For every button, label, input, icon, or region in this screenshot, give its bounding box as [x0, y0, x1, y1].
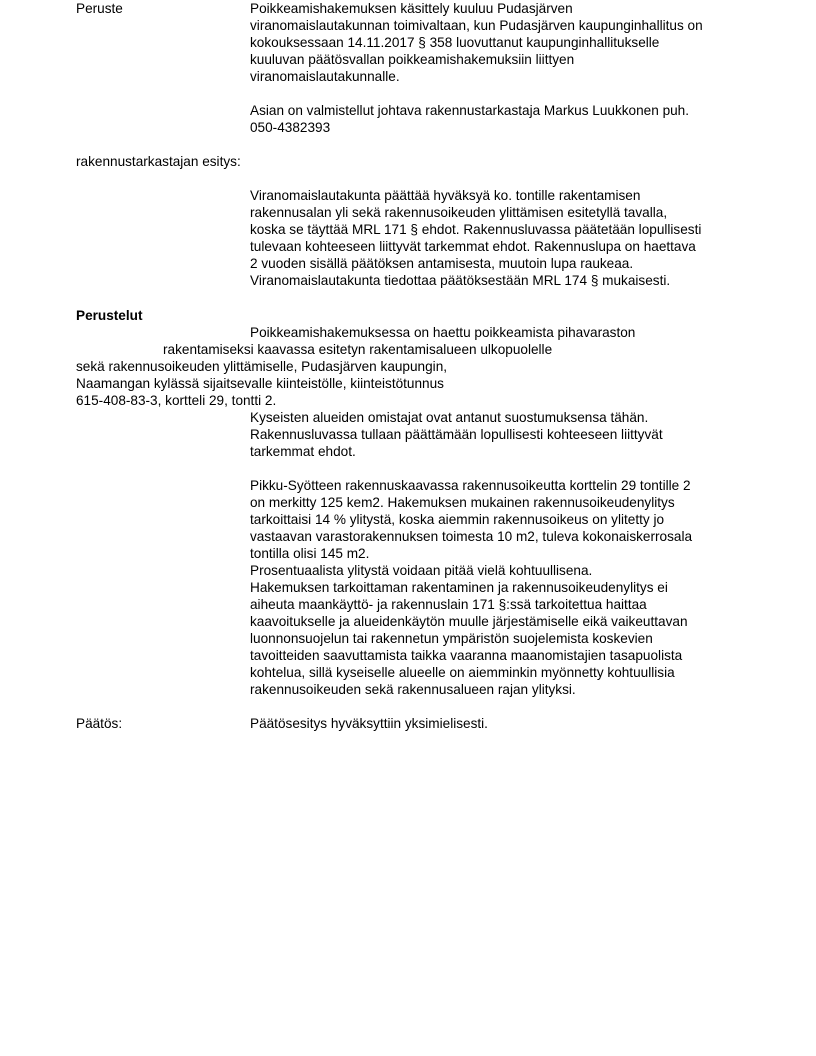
paatos-text: Päätösesitys hyväksyttiin yksimielisesti. — [250, 716, 488, 731]
esitys-text-line: tulevaan kohteeseen liittyvät tarkemmat ehdot. Rakennuslupa on haettava — [250, 239, 696, 254]
perustelut-intro-line: Naamangan kylässä sijaitsevalle kiinteistölle, kiinteistötunnus — [76, 376, 444, 391]
perustelut-text-line: Hakemuksen tarkoittaman rakentaminen ja rakennusoikeudenylitys ei — [250, 580, 668, 595]
perustelut-text-line: Prosentuaalista ylitystä voidaan pitää vielä kohtuullisena. — [250, 563, 593, 578]
perustelut-text-line: Pikku-Syötteen rakennuskaavassa rakennusoikeutta korttelin 29 tontille 2 — [250, 478, 691, 493]
peruste-text-line: viranomaislautakunnalle. — [250, 69, 400, 84]
perustelut-intro-line: 615-408-83-3, kortteli 29, tontti 2. — [76, 393, 277, 408]
peruste-text-line: viranomaislautakunnan toimivaltaan, kun Pudasjärven kaupunginhallitus on — [250, 18, 703, 33]
perustelut-intro-line: rakentamiseksi kaavassa esitetyn rakentamisalueen ulkopuolelle — [163, 342, 553, 357]
peruste-text-line: kuuluvan päätösvallan poikkeamishakemuksiin liittyen — [250, 52, 575, 67]
perustelut-text-line: rakennusoikeuden sekä rakennusalueen rajan ylityksi. — [250, 682, 576, 697]
perustelut-intro-line: Poikkeamishakemuksessa on haettu poikkeamista pihavaraston — [250, 325, 636, 340]
perustelut-text-line: Rakennusluvassa tullaan päättämään lopullisesti kohteeseen liittyvät — [250, 427, 663, 442]
perustelut-text-line: Kyseisten alueiden omistajat ovat antanut suostumuksensa tähän. — [250, 410, 649, 425]
peruste-label: Peruste — [76, 1, 123, 16]
esitys-text-line: 2 vuoden sisällä päätöksen antamisesta, muutoin lupa raukeaa. — [250, 256, 634, 271]
perustelut-text-line: vastaavan varastorakennuksen toimesta 10 m2, tuleva kokonaiskerrosala — [250, 529, 693, 544]
esitys-text-line: Viranomaislautakunta päättää hyväksyä ko. tontille rakentamisen — [250, 188, 641, 203]
perustelut-heading: Perustelut — [76, 308, 143, 323]
esitys-text-line: koska se täyttää MRL 171 § ehdot. Rakennusluvassa päätetään lopullisesti — [250, 222, 702, 237]
preparer-phone: 050-4382393 — [250, 120, 331, 135]
perustelut-intro-line: sekä rakennusoikeuden ylittämiselle, Pudasjärven kaupungin, — [76, 359, 448, 374]
perustelut-text-line: tarkemmat ehdot. — [250, 444, 356, 459]
perustelut-text-line: luonnonsuojelun tai rakennetun ympäristön suojelemista koskevien — [250, 631, 653, 646]
perustelut-text-line: tavoitteiden saavuttamista taikka vaaranna maanomistajien tasapuolista — [250, 648, 683, 663]
esitys-label: rakennustarkastajan esitys: — [76, 154, 241, 169]
paatos-label: Päätös: — [76, 716, 123, 731]
peruste-text-line: kokouksessaan 14.11.2017 § 358 luovuttanut kaupunginhallitukselle — [250, 35, 660, 50]
esitys-text-line: Viranomaislautakunta tiedottaa päätöksestään MRL 174 § mukaisesti. — [250, 273, 671, 288]
perustelut-text-line: tontilla olisi 145 m2. — [250, 546, 370, 561]
preparer-line: Asian on valmistellut johtava rakennustarkastaja Markus Luukkonen puh. — [250, 103, 690, 118]
perustelut-text-line: on merkitty 125 kem2. Hakemuksen mukainen rakennusoikeudenylitys — [250, 495, 675, 510]
esitys-text-line: rakennusalan yli sekä rakennusoikeuden ylittämisen esitetyllä tavalla, — [250, 205, 668, 220]
perustelut-text-line: tarkoittaisi 14 % ylitystä, koska aiemmin rakennusoikeus on ylitetty jo — [250, 512, 665, 527]
perustelut-text-line: kaavoitukselle ja alueidenkäytön muulle järjestämiselle eikä vaikeuttavan — [250, 614, 688, 629]
perustelut-text-line: kohtelua, sillä kyseiselle alueelle on aiemminkin myönnetty kohtuullisia — [250, 665, 675, 680]
perustelut-text-line: aiheuta maankäyttö- ja rakennuslain 171 §:ssä tarkoitettua haittaa — [250, 597, 647, 612]
peruste-text-line: Poikkeamishakemuksen käsittely kuuluu Pudasjärven — [250, 1, 573, 16]
